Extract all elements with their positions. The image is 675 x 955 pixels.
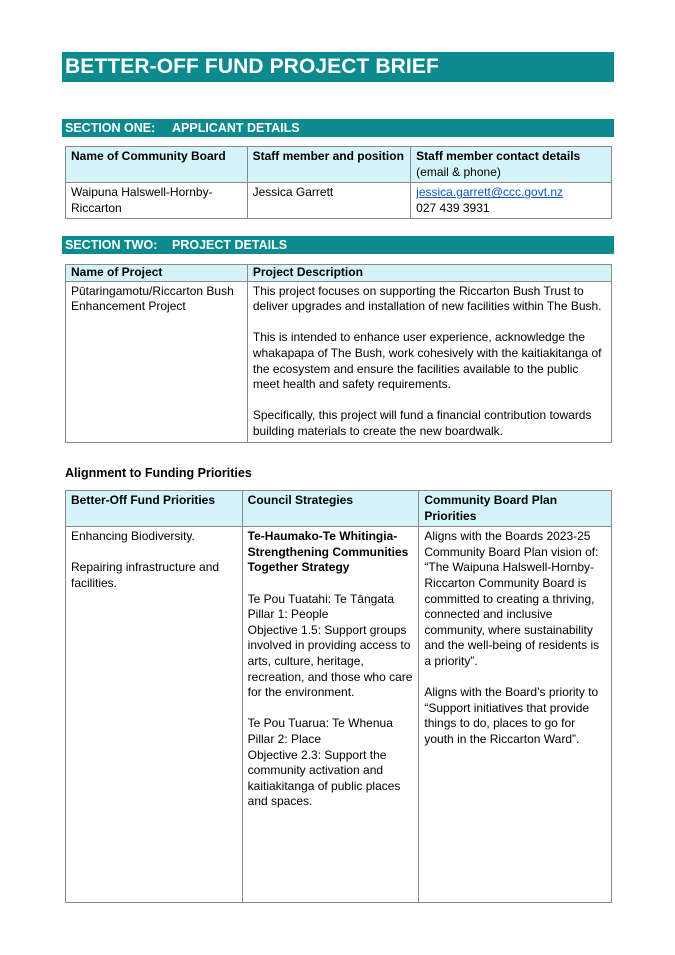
pillar-2-title: Te Pou Tuarua: Te Whenua bbox=[247, 716, 393, 731]
contact-cell bbox=[411, 183, 612, 219]
fund-priorities-cell bbox=[66, 527, 243, 903]
priority-item: Repairing infrastructure and facilities. bbox=[71, 560, 220, 590]
header-contact-details bbox=[411, 147, 612, 183]
header-fund-priorities: Better-Off Fund Priorities bbox=[66, 491, 243, 527]
objective-2-3: Objective 2.3: Support the community activation and kaitiakitanga of public places and spaces. bbox=[247, 747, 401, 809]
header-council-strategies: Council Strategies bbox=[242, 491, 419, 527]
board-plan-cell bbox=[419, 527, 612, 903]
project-details-table bbox=[65, 264, 612, 443]
table-header-row bbox=[66, 491, 612, 527]
table-header-row bbox=[66, 147, 612, 183]
pillar-2-name: Pillar 2: Place bbox=[247, 731, 322, 746]
objective-1-5: Objective 1.5: Support groups involved in providing access to arts, culture, heritage, recreation, and those who care for the environment. bbox=[247, 622, 413, 700]
section-one-label: APPLICANT DETAILS bbox=[172, 121, 300, 135]
staff-phone: 027 439 3931 bbox=[416, 200, 490, 215]
priority-item: Enhancing Biodiversity. bbox=[71, 529, 195, 544]
project-name: Pūtaringamotu/Riccarton Bush Enhancement Project bbox=[66, 281, 248, 442]
alignment-heading: Alignment to Funding Priorities bbox=[65, 466, 252, 480]
table-row bbox=[66, 281, 612, 442]
header-board-plan-priorities: Community Board Plan Priorities bbox=[419, 491, 612, 527]
description-paragraph: This project focuses on supporting the Riccarton Bush Trust to deliver upgrades and installation of new facilities within The Bush. bbox=[252, 283, 602, 314]
page-title: BETTER-OFF FUND PROJECT BRIEF bbox=[62, 52, 614, 82]
description-paragraph: Specifically, this project will fund a financial contribution towards building materials to create the new boardwalk. bbox=[252, 408, 592, 438]
project-description bbox=[247, 281, 611, 442]
pillar-1-name: Pillar 1: People bbox=[247, 607, 329, 622]
section-one-number: SECTION ONE: bbox=[65, 121, 156, 135]
staff-email-link[interactable]: jessica.garrett@ccc.govt.nz bbox=[416, 185, 564, 200]
header-staff-member: Staff member and position bbox=[247, 147, 411, 183]
community-board-name: Waipuna Halswell-Hornby-Riccarton bbox=[66, 183, 248, 219]
description-paragraph: This is intended to enhance user experience, acknowledge the whakapapa of The Bush, work cohesively with the kaitiakitanga of the ecosystem and ensure the facilities available to the public meet health and safety requirements. bbox=[252, 330, 602, 392]
section-two-label: PROJECT DETAILS bbox=[172, 238, 288, 252]
staff-member-name: Jessica Garrett bbox=[247, 183, 411, 219]
header-project-description: Project Description bbox=[247, 265, 611, 282]
section-one-header bbox=[62, 119, 614, 137]
header-contact-sub: (email & phone) bbox=[416, 164, 501, 179]
strategy-heading: Te-Haumako-Te Whitingia-Strengthening Communities Together Strategy bbox=[247, 529, 409, 575]
table-header-row bbox=[66, 265, 612, 282]
header-project-name: Name of Project bbox=[66, 265, 248, 282]
alignment-table bbox=[65, 490, 612, 903]
header-contact-label: Staff member contact details bbox=[416, 149, 581, 163]
section-two-header bbox=[62, 236, 614, 254]
plan-paragraph: Aligns with the Board’s priority to “Support initiatives that provide things to do, places to go for youth in the Riccarton Ward”. bbox=[424, 685, 599, 746]
section-two-number: SECTION TWO: bbox=[65, 238, 158, 252]
table-row bbox=[66, 527, 612, 903]
plan-paragraph: Aligns with the Boards 2023-25 Community Board Plan vision of: “The Waipuna Halswell-Hornby-Riccarton Community Board is committed to creating a thriving, connected and inclusive community, where sustainability and the well-being of residents is a priority”. bbox=[424, 529, 600, 668]
table-row bbox=[66, 183, 612, 219]
council-strategies-cell bbox=[242, 527, 419, 903]
applicant-details-table bbox=[65, 146, 612, 219]
pillar-1-title: Te Pou Tuatahi: Te Tāngata bbox=[247, 591, 395, 606]
header-community-board: Name of Community Board bbox=[66, 147, 248, 183]
